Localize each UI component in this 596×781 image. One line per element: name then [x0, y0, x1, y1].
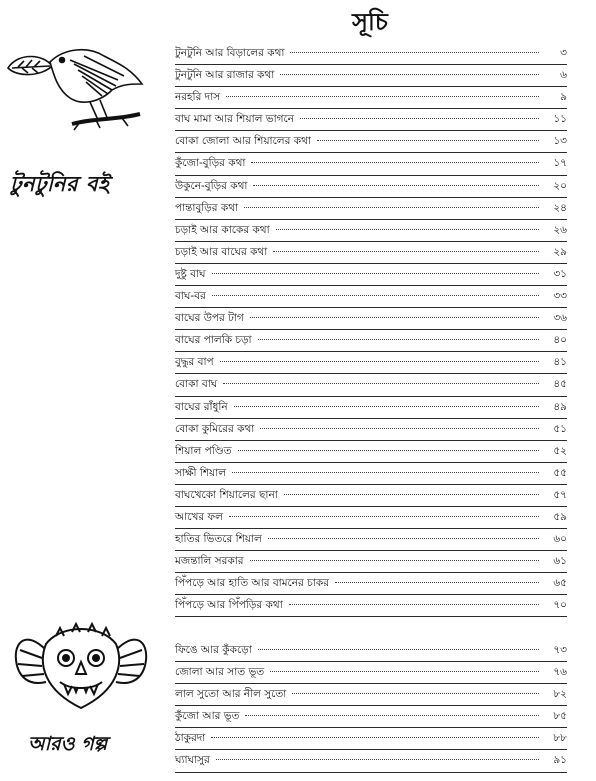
- toc-entry[interactable]: [175, 242, 567, 264]
- mask-illustration: [6, 620, 156, 720]
- dot-leader: [220, 361, 539, 362]
- toc-entry[interactable]: [175, 640, 567, 662]
- toc-entry-page: ৪৫: [553, 378, 567, 391]
- dot-leader: [212, 295, 539, 296]
- toc-entry[interactable]: [175, 441, 567, 463]
- toc-entry-page: ৬১: [553, 555, 567, 568]
- toc-entry-page: ৫২: [553, 444, 567, 457]
- dot-leader: [273, 251, 539, 252]
- toc-entry-title: পিঁপড়ে আর হাতি আর বামনের চাকর: [175, 577, 329, 590]
- dot-leader: [245, 715, 539, 716]
- toc-entry[interactable]: [175, 573, 567, 595]
- toc-entry[interactable]: [175, 43, 567, 65]
- toc-entry[interactable]: [175, 463, 567, 485]
- toc-entry-title: বাঘের উপর টাগ: [175, 312, 244, 325]
- toc-entry[interactable]: [175, 286, 567, 308]
- toc-entry-page: ৭৩: [553, 644, 567, 656]
- dot-leader: [276, 229, 539, 230]
- toc-entry-page: ২০: [553, 179, 567, 192]
- toc-entry-page: ৪১: [553, 356, 567, 369]
- toc-entry[interactable]: [175, 750, 567, 772]
- toc-entry-title: নরহরি দাস: [175, 91, 221, 104]
- toc-entry[interactable]: [175, 153, 567, 175]
- toc-entry[interactable]: [175, 485, 567, 507]
- toc-entry[interactable]: [175, 330, 567, 352]
- dot-leader: [238, 450, 539, 451]
- toc-entry-page: ৩: [560, 47, 567, 59]
- toc-entry-title: মজন্তালি সরকার: [175, 555, 244, 568]
- toc-entry[interactable]: [175, 662, 567, 684]
- toc-entry-title: উকুনে-বুড়ির কথা: [175, 179, 248, 192]
- toc-entry[interactable]: [175, 198, 567, 220]
- toc-entry-page: ৬৫: [553, 577, 567, 590]
- toc-entry-title: কুঁজো আর ভূত: [175, 710, 240, 723]
- dot-leader: [212, 273, 539, 274]
- book-title: টুনটুনির বই: [10, 172, 110, 196]
- toc-entry-page: ১৭: [553, 157, 567, 170]
- dot-leader: [290, 52, 539, 53]
- toc-entry-title: বাঘ মামা আর শিয়াল ভাগনে: [175, 113, 295, 126]
- toc-entry[interactable]: [175, 308, 567, 330]
- dot-leader: [250, 560, 539, 561]
- toc-entry-title: ফিঙে আর কুঁকড়ো: [175, 644, 252, 656]
- toc-main: [175, 43, 567, 617]
- toc-entry-page: ৩৬: [553, 312, 567, 325]
- toc-entry[interactable]: [175, 374, 567, 396]
- dot-leader: [216, 759, 539, 760]
- toc-entry-page: ৪০: [553, 334, 567, 347]
- toc-entry-title: বোকা জোলা আর শিয়ালের কথা: [175, 135, 311, 148]
- dot-leader: [292, 693, 539, 694]
- toc-entry-title: বুদ্ধুর বাপ: [175, 356, 214, 369]
- toc-entry-title: ঘ্যাঘাসুর: [175, 754, 210, 767]
- toc-entry-title: পিঁপড়ে আর পিঁপড়ির কথা: [175, 599, 283, 612]
- toc-entry-page: ৭০: [553, 599, 567, 612]
- toc-entry[interactable]: [175, 176, 567, 198]
- toc-entry-title: সাক্ষী শিয়াল: [175, 466, 227, 479]
- toc-entry-title: দুষ্টু বাঘ: [175, 267, 206, 280]
- toc-entry-title: বাঘখেকো শিয়ালের ছানা: [175, 488, 278, 501]
- page-title: সূচি: [352, 8, 388, 36]
- dot-leader: [280, 74, 539, 75]
- toc-entry-title: বোকা কুমিরের কথা: [175, 422, 255, 435]
- toc-entry-page: ২৯: [553, 245, 567, 258]
- toc-entry-page: ১৩: [553, 135, 567, 148]
- bird-illustration: [4, 40, 154, 135]
- toc-entry[interactable]: [175, 728, 567, 750]
- toc-entry-page: ৯১: [553, 754, 567, 767]
- dot-leader: [229, 516, 539, 517]
- toc-entry-title: চড়াই আর বাঘের কথা: [175, 245, 268, 258]
- toc-entry[interactable]: [175, 109, 567, 131]
- toc-entry-title: আখের ফল: [175, 510, 223, 523]
- toc-entry-title: টুনটুনি আর বিড়ালের কথা: [175, 47, 285, 59]
- dot-leader: [223, 383, 539, 384]
- toc-entry[interactable]: [175, 264, 567, 286]
- toc-entry-page: ৫৫: [553, 466, 567, 479]
- toc-entry-title: হাতির ভিতরে শিয়াল: [175, 533, 262, 546]
- toc-entry-page: ৬০: [553, 533, 567, 546]
- dot-leader: [211, 737, 539, 738]
- dot-leader: [300, 118, 539, 119]
- toc-entry-page: ৫৭: [553, 488, 567, 501]
- toc-entry-page: ২৪: [553, 201, 567, 214]
- toc-entry-page: ৪৯: [553, 400, 567, 413]
- dot-leader: [232, 472, 539, 473]
- toc-entry-title: লাল সুতো আর নীল সুতো: [175, 688, 287, 701]
- dot-leader: [251, 162, 539, 163]
- toc-entry[interactable]: [175, 131, 567, 153]
- toc-entry[interactable]: [175, 87, 567, 109]
- toc-entry[interactable]: [175, 65, 567, 87]
- toc-entry-title: বাঘ-বর: [175, 290, 206, 303]
- toc-entry-page: ৫৯: [553, 510, 567, 523]
- toc-entry-page: ২৬: [553, 223, 567, 236]
- toc-entry[interactable]: [175, 220, 567, 242]
- toc-entry[interactable]: [175, 397, 567, 419]
- toc-entry-page: ৮২: [553, 688, 567, 701]
- toc-entry-page: ৩৩: [553, 290, 567, 303]
- toc-entry-title: শিয়াল পণ্ডিত: [175, 444, 232, 457]
- toc-entry-page: ৫১: [553, 422, 567, 435]
- dot-leader: [244, 207, 539, 208]
- toc-more: [175, 640, 567, 773]
- toc-entry[interactable]: [175, 706, 567, 728]
- toc-entry-title: ঠাকুরদা: [175, 732, 206, 745]
- toc-entry[interactable]: [175, 529, 567, 551]
- dot-leader: [260, 428, 539, 429]
- toc-entry[interactable]: [175, 684, 567, 706]
- toc-entry-page: ৯: [560, 91, 567, 104]
- toc-entry[interactable]: [175, 551, 567, 573]
- dot-leader: [258, 649, 539, 650]
- toc-entry-page: ৮৫: [553, 710, 567, 723]
- toc-entry-title: টুনটুনি আর রাজার কথা: [175, 69, 275, 82]
- toc-entry-page: ৮৮: [553, 732, 567, 745]
- toc-entry[interactable]: [175, 507, 567, 529]
- dot-leader: [317, 140, 539, 141]
- toc-entry-page: ১১: [553, 113, 567, 126]
- dot-leader: [250, 317, 539, 318]
- dot-leader: [234, 406, 539, 407]
- toc-entry-page: ৩১: [553, 267, 567, 280]
- dot-leader: [253, 185, 539, 186]
- dot-leader: [268, 538, 539, 539]
- toc-entry-title: বাঘের পালকি চড়া: [175, 334, 252, 347]
- toc-entry-title: বোকা বাঘ: [175, 378, 218, 391]
- dot-leader: [270, 671, 539, 672]
- toc-entry[interactable]: [175, 352, 567, 374]
- toc-entry-title: জোলা আর সাত ভূত: [175, 666, 265, 679]
- toc-entry-title: কুঁজো-বুড়ির কথা: [175, 157, 246, 170]
- dot-leader: [226, 96, 539, 97]
- toc-entry-page: ৭৬: [553, 666, 567, 679]
- toc-entry-page: ৬: [560, 69, 567, 82]
- dot-leader: [258, 339, 539, 340]
- section-title: আরও গল্প: [28, 733, 108, 755]
- dot-leader: [284, 494, 539, 495]
- dot-leader: [289, 604, 539, 605]
- toc-entry-title: চড়াই আর কাকের কথা: [175, 223, 270, 236]
- dot-leader: [335, 582, 539, 583]
- toc-entry[interactable]: [175, 595, 567, 617]
- toc-entry-title: পান্তাবুড়ির কথা: [175, 201, 239, 214]
- toc-entry[interactable]: [175, 419, 567, 441]
- toc-entry-title: বাঘের রাঁধুনি: [175, 400, 228, 413]
